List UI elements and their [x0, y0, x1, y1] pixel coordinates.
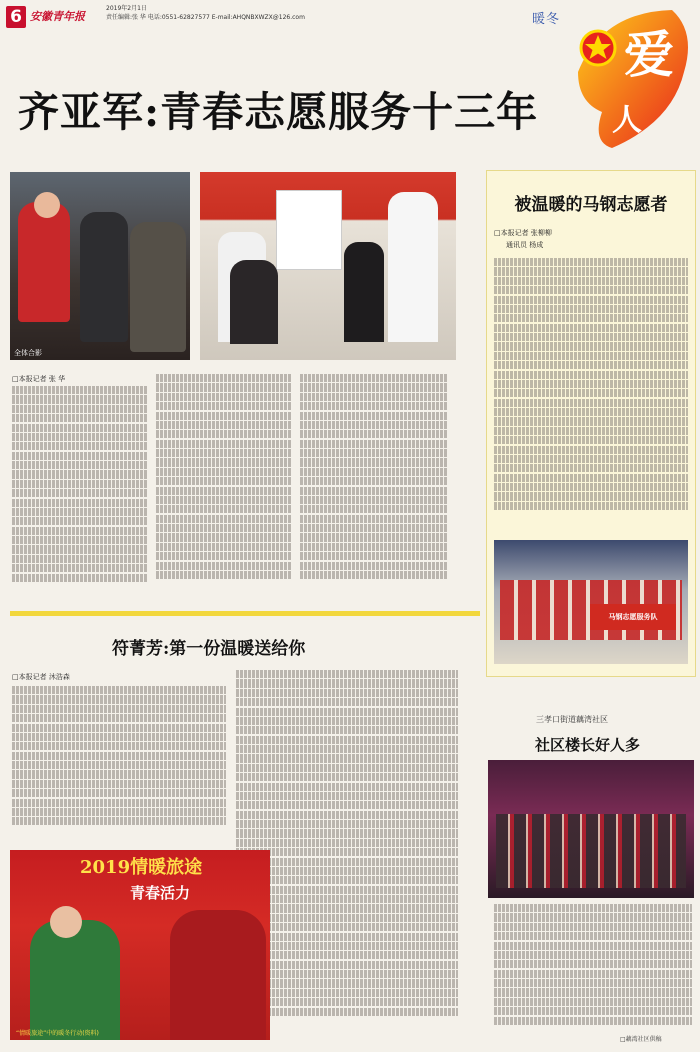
photo-face — [34, 192, 60, 218]
photo-banner-text: 2019情暖旅途 — [80, 857, 203, 878]
photo2-caption: “情暖旅途”中的暖冬行动(资料) — [16, 1030, 99, 1037]
sidebar-byline-1: □本报记者 张柳柳 — [494, 229, 552, 237]
community-kicker: 三孝口街道藕湾社区 — [536, 715, 608, 724]
page-number: 6 — [6, 6, 26, 28]
header-contact: 责任编辑:张 华 电话:0551-62827577 E-mail:AHQNBXWZX@126.com — [106, 14, 305, 21]
photo-banner: 马钢志愿服务队 — [590, 604, 676, 630]
main-text-col-1 — [12, 386, 148, 600]
header-date: 2019年2月1日 — [106, 5, 147, 12]
photo-person-red — [170, 910, 266, 1040]
photo-clinic — [200, 172, 456, 360]
photo-community — [488, 760, 694, 898]
ai-badge — [572, 2, 698, 150]
badge-char-2: 人 — [612, 103, 642, 138]
sidebar-headline: 被温暖的马钢志愿者 — [514, 195, 668, 215]
photo-sign — [276, 190, 342, 270]
main-byline: □本报记者 张 华 — [12, 375, 66, 383]
photo-person-red-vest — [18, 202, 70, 322]
photo-volunteers — [10, 172, 190, 360]
header-meta — [106, 4, 486, 22]
photo-person-seated — [230, 260, 278, 344]
photo-person-green — [30, 920, 120, 1040]
section-divider — [10, 611, 480, 616]
photo-person-grey — [130, 222, 186, 352]
community-text — [494, 904, 692, 1028]
photo-station — [10, 850, 270, 1040]
photo-face-2 — [50, 906, 82, 938]
photo-person-black — [344, 242, 384, 342]
badge-char-1: 爱 — [624, 25, 674, 84]
season-label: 暖冬 — [532, 12, 561, 27]
community-credit: □藕湾社区供稿 — [620, 1036, 662, 1043]
community-headline: 社区楼长好人多 — [535, 736, 641, 754]
sidebar-byline-2: 通讯员 杨成 — [506, 241, 544, 249]
main-text-col-2 — [156, 374, 292, 600]
photo-caption: 全体合影 — [14, 349, 42, 357]
article2-byline: □本报记者 沐浩森 — [12, 673, 70, 681]
main-headline: 齐亚军:青春志愿服务十三年 — [18, 88, 539, 136]
article2-headline: 符菁芳:第一份温暖送给你 — [112, 639, 306, 659]
photo-magang — [494, 540, 688, 664]
badge-graphic — [572, 2, 698, 150]
photo-community-group — [496, 814, 686, 888]
article2-text-col-1 — [12, 686, 226, 836]
paper-name: 安徽青年报 — [30, 10, 85, 23]
sidebar-text — [494, 258, 688, 530]
photo-doctor — [388, 192, 438, 342]
photo-banner-sub: 青春活力 — [130, 884, 191, 902]
main-text-col-3 — [300, 374, 448, 600]
photo-person-dark — [80, 212, 128, 342]
